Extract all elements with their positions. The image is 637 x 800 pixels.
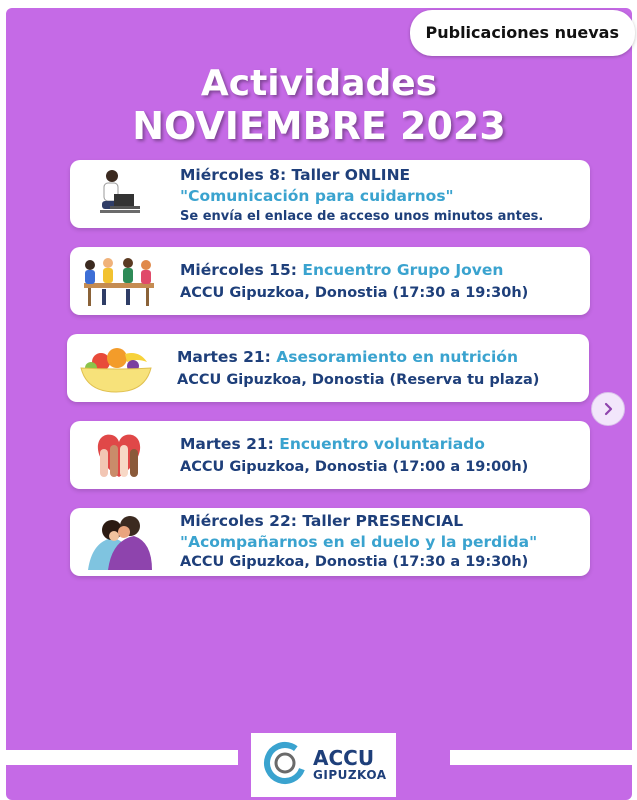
- logo-line-2: GIPUZKOA: [313, 768, 387, 782]
- title-line-2: NOVIEMBRE 2023: [132, 104, 506, 148]
- event-date: Miércoles 22: Taller PRESENCIAL: [180, 512, 464, 530]
- fruit-bowl-icon: [75, 340, 157, 396]
- footer-divider-right: [450, 750, 632, 765]
- event-card-5: [70, 508, 590, 576]
- next-slide-button[interactable]: [591, 392, 625, 426]
- event-card-1: [70, 160, 590, 228]
- post-image: [6, 8, 632, 800]
- accu-logo: [251, 733, 396, 797]
- event-detail: ACCU Gipuzkoa, Donostia (17:30 a 19:30h): [180, 554, 529, 570]
- new-posts-button[interactable]: Publicaciones nuevas: [410, 10, 636, 56]
- event-title: Encuentro voluntariado: [279, 435, 485, 453]
- event-title: Asesoramiento en nutrición: [276, 348, 518, 366]
- event-heading: [180, 261, 582, 279]
- group-meeting-icon: [78, 253, 160, 309]
- event-detail: Se envía el enlace de acceso unos minutos antes.: [180, 209, 544, 224]
- logo-symbol-icon: [263, 741, 307, 790]
- event-date: Martes 21:: [180, 435, 274, 453]
- event-title: "Acompañarnos en el duelo y la perdida": [180, 533, 538, 551]
- event-card-2: [70, 247, 590, 315]
- event-title: "Comunicación para cuidarnos": [180, 187, 454, 205]
- page-title: [6, 64, 632, 148]
- event-heading: [177, 348, 581, 366]
- person-laptop-icon: [78, 166, 160, 222]
- logo-text: [313, 748, 386, 782]
- chevron-right-icon: [601, 402, 615, 416]
- event-detail: ACCU Gipuzkoa, Donostia (17:00 a 19:00h): [180, 459, 529, 475]
- event-title: Encuentro Grupo Joven: [302, 261, 504, 279]
- footer-divider-left: [6, 750, 238, 765]
- event-detail: ACCU Gipuzkoa, Donostia (17:30 a 19:30h): [180, 285, 529, 301]
- event-card-4: [70, 421, 590, 489]
- event-date: Martes 21:: [177, 348, 271, 366]
- event-date: Miércoles 15:: [180, 261, 297, 279]
- event-date: Miércoles 8: Taller ONLINE: [180, 166, 411, 184]
- event-heading: [180, 435, 582, 453]
- heart-hands-icon: [78, 427, 160, 483]
- logo-line-1: ACCU: [313, 746, 375, 770]
- title-line-1: Actividades: [200, 63, 438, 104]
- hug-icon: [78, 512, 160, 572]
- event-card-3: [67, 334, 589, 402]
- event-detail: ACCU Gipuzkoa, Donostia (Reserva tu plaza): [177, 372, 540, 388]
